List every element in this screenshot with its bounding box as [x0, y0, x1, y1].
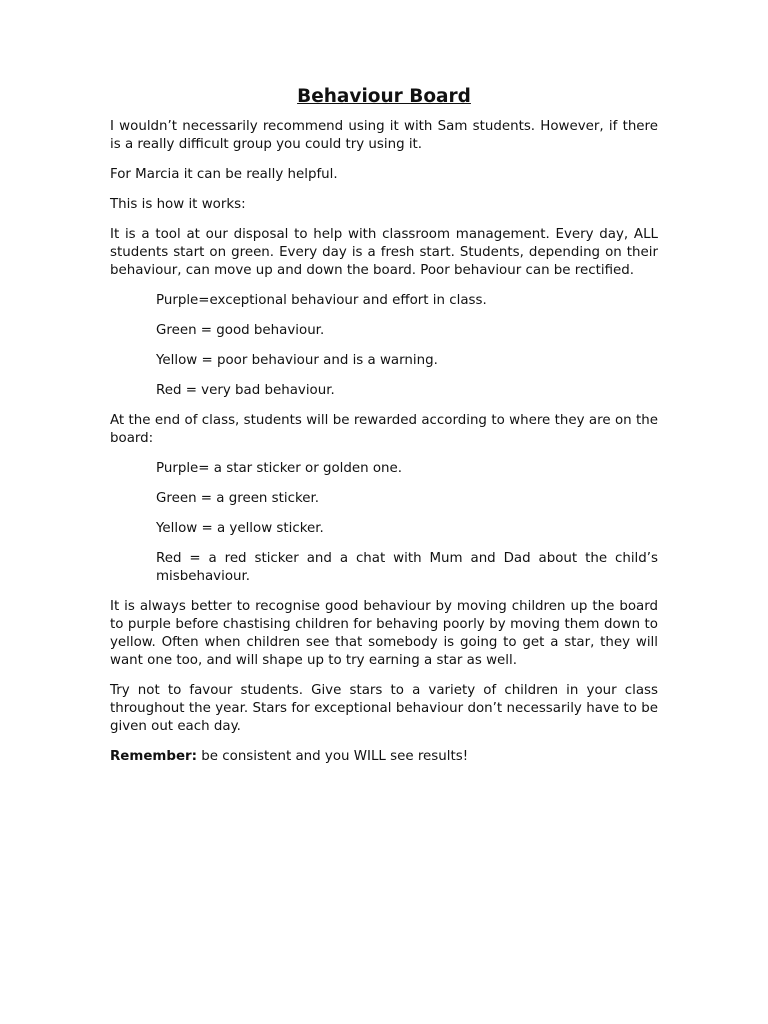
document-title: Behaviour Board — [297, 86, 471, 107]
reward-green: Green = a green sticker. — [156, 491, 320, 506]
intro-paragraph: I wouldn’t necessarily recommend using it with Sam students. However, if there is a really difficult group you could try using it. — [110, 119, 658, 152]
rewards-intro-paragraph: At the end of class, students will be rewarded according to where they are on the board: — [110, 413, 658, 446]
reward-yellow: Yellow = a yellow sticker. — [156, 521, 324, 536]
level-purple: Purple=exceptional behaviour and effort in class. — [156, 293, 487, 308]
level-green: Green = good behaviour. — [156, 323, 325, 338]
reward-red: Red = a red sticker and a chat with Mum and Dad about the child’s misbehaviour. — [156, 551, 658, 584]
level-red: Red = very bad behaviour. — [156, 383, 335, 398]
reward-purple: Purple= a star sticker or golden one. — [156, 461, 403, 476]
how-it-works-paragraph: This is how it works: — [110, 197, 246, 212]
remember-text: be consistent and you WILL see results! — [197, 749, 469, 764]
recognition-paragraph: It is always better to recognise good behaviour by moving children up the board to purple before chastising children for behaving poorly by moving them down to yellow. Often when children see that somebody is going to get a star, they will want one too, and will shape up to try earning a star as well. — [110, 599, 658, 668]
tool-description-paragraph: It is a tool at our disposal to help with classroom management. Every day, ALL students start on green. Every day is a fresh start. Students, depending on their behaviour, can move up and down the board. Poor behaviour can be rectified. — [110, 227, 658, 278]
document-body — [110, 86, 658, 778]
remember-paragraph — [110, 748, 658, 766]
favouritism-paragraph: Try not to favour students. Give stars to a variety of children in your class throughout the year. Stars for exceptional behaviour don’t necessarily have to be given out each day. — [110, 683, 658, 734]
marcia-paragraph: For Marcia it can be really helpful. — [110, 167, 338, 182]
remember-label: Remember: — [110, 749, 198, 764]
level-yellow: Yellow = poor behaviour and is a warning. — [156, 353, 438, 368]
